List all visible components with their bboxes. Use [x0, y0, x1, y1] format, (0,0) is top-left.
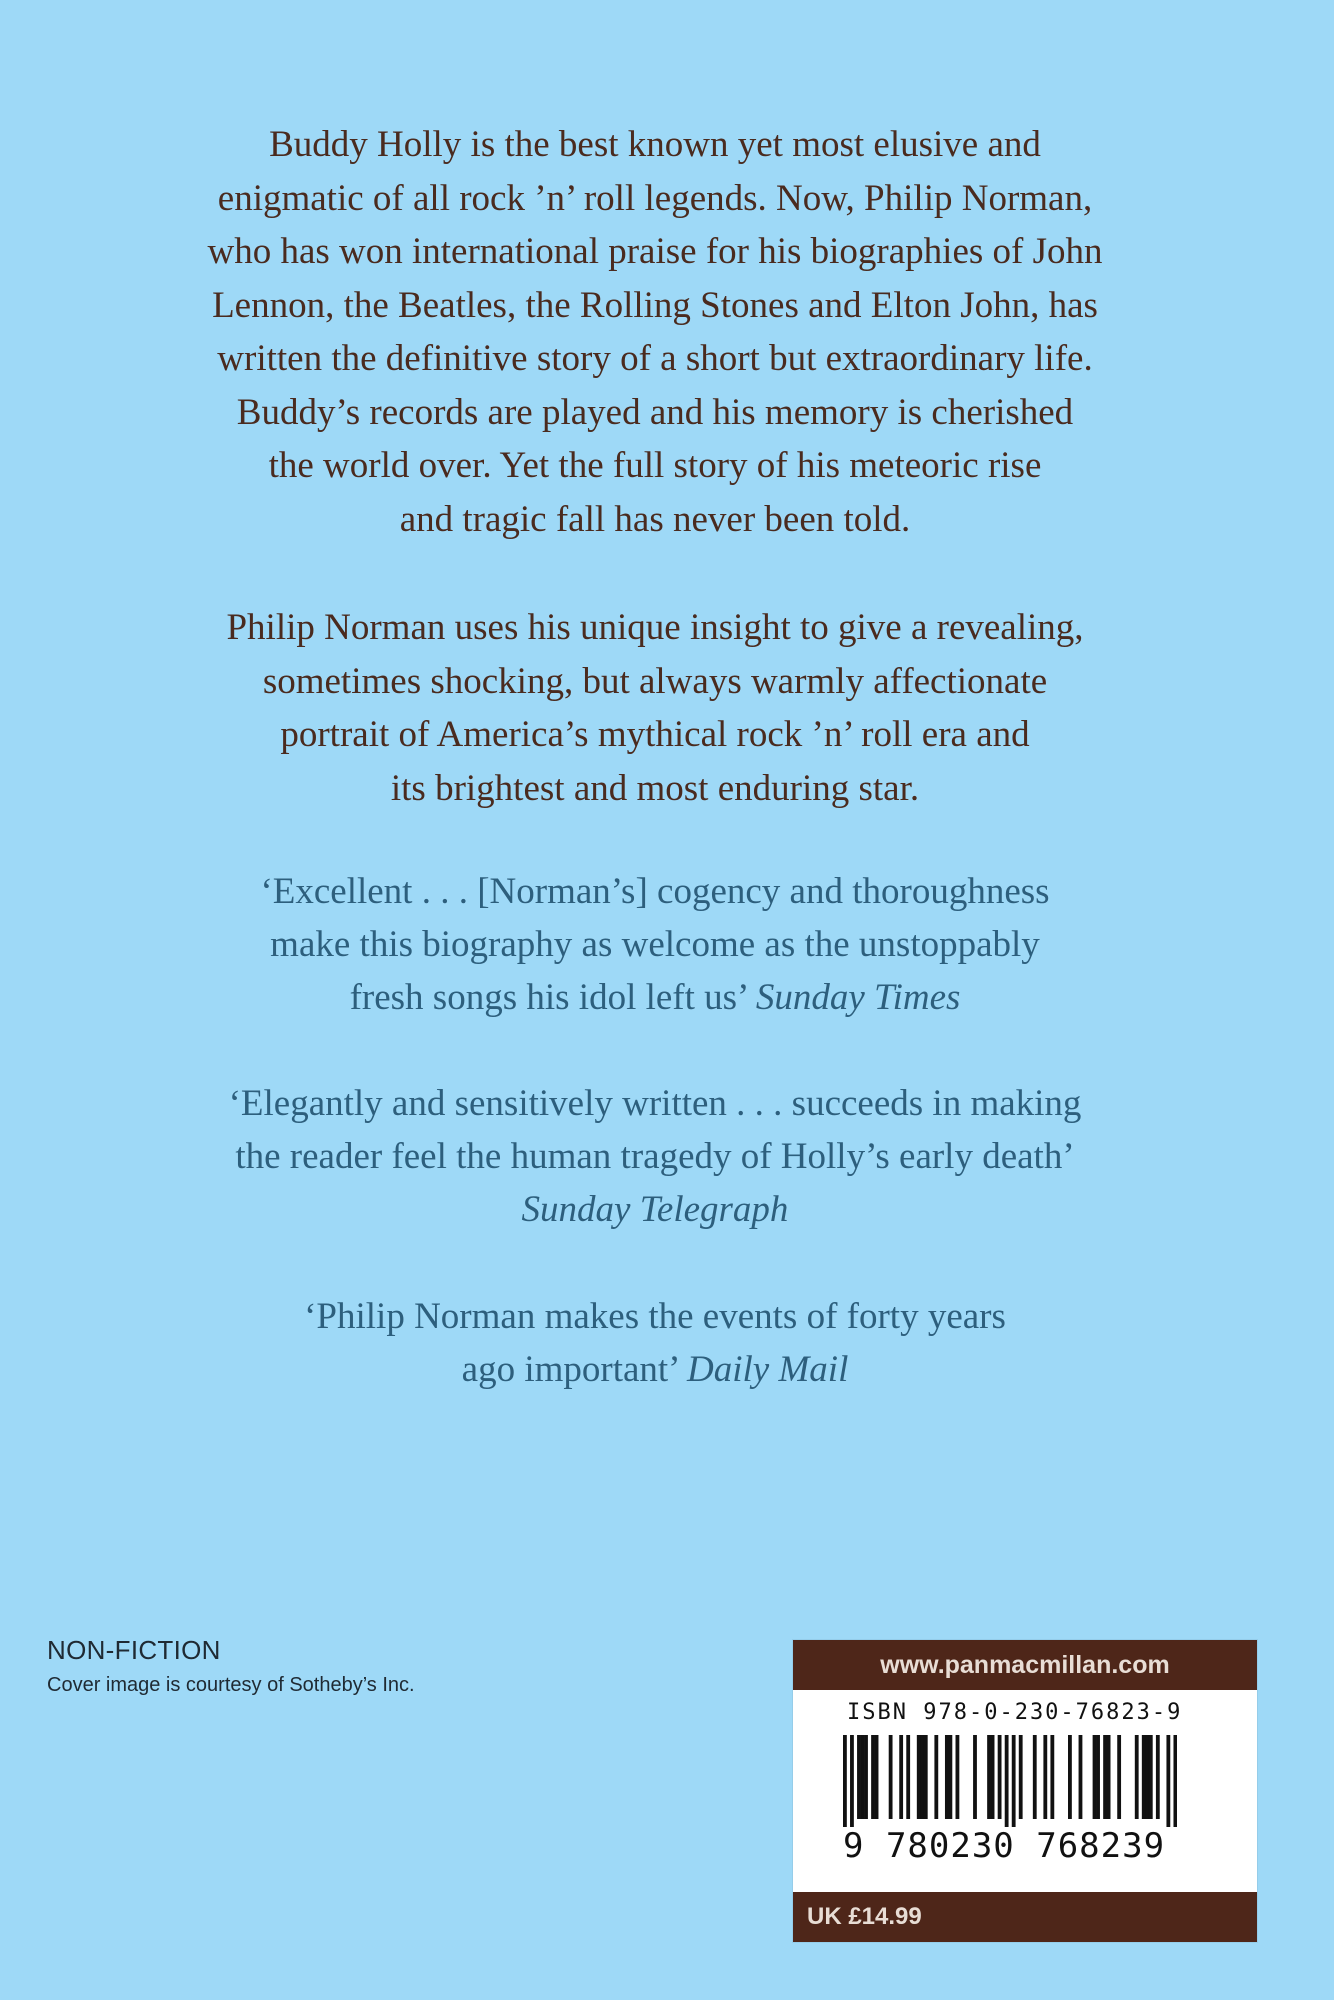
- barcode-bar: [857, 1735, 861, 1819]
- barcode-bar: [1012, 1735, 1016, 1827]
- quote-source: Sunday Telegraph: [521, 1189, 789, 1230]
- quote-line: the reader feel the human tragedy of Holly’s early death’: [235, 1136, 1075, 1177]
- barcode-bar: [1093, 1735, 1097, 1819]
- price-band: UK £14.99: [793, 1892, 1257, 1942]
- barcode-bar: [987, 1735, 991, 1819]
- barcode-bar: [956, 1735, 960, 1819]
- blurb-line: portrait of America’s mythical rock ’n’ roll era and: [280, 714, 1030, 755]
- blurb-line: who has won international praise for his biographies of John: [207, 231, 1103, 272]
- barcode-bar: [871, 1735, 875, 1819]
- barcode-bar: [1156, 1735, 1160, 1819]
- barcode-bar: [861, 1735, 865, 1819]
- barcode-bar: [1145, 1735, 1149, 1819]
- barcode-bar: [1135, 1735, 1139, 1819]
- barcode-bars: [843, 1735, 1177, 1827]
- blurb-line: sometimes shocking, but always warmly affectionate: [262, 660, 1048, 702]
- quote-line: ‘Excellent . . . [Norman’s] cogency and thoroughness: [260, 871, 1050, 912]
- quote-line: ‘Philip Norman makes the events of forty years: [304, 1296, 1006, 1337]
- blurb-paragraph-2: [90, 601, 1220, 815]
- barcode-bar: [1019, 1735, 1023, 1819]
- barcode-bar: [1173, 1735, 1177, 1827]
- barcode-bar: [991, 1735, 995, 1819]
- barcode-bar: [1142, 1735, 1146, 1819]
- quote-line: [90, 1343, 1220, 1396]
- barcode-bar: [948, 1735, 952, 1819]
- barcode-bar: [1005, 1735, 1009, 1827]
- barcode-bar: [973, 1735, 977, 1819]
- review-quote-daily-mail: [90, 1290, 1220, 1396]
- barcode-bar: [906, 1735, 910, 1819]
- barcode-bar: [1103, 1735, 1107, 1819]
- barcode-bar: [889, 1735, 893, 1819]
- blurb-line: and tragic fall has never been told.: [399, 498, 911, 540]
- barcode-bar: [934, 1735, 938, 1819]
- genre-label: NON-FICTION: [47, 1635, 221, 1665]
- barcode-panel: [793, 1640, 1257, 1942]
- barcode-bar: [875, 1735, 879, 1819]
- barcode-bar: [1107, 1735, 1111, 1819]
- quote-line: ‘Elegantly and sensitively written . . . succeeds in making: [228, 1083, 1082, 1124]
- quote-text: fresh songs his idol left us’: [349, 977, 747, 1018]
- blurb-line: Lennon, the Beatles, the Rolling Stones and Elton John, has: [212, 284, 1098, 326]
- quote-source: Sunday Times: [755, 977, 961, 1018]
- blurb-line: Buddy’s records are played and his memory is cherished: [236, 391, 1074, 433]
- barcode-bar: [1149, 1735, 1153, 1819]
- barcode-bar: [1166, 1735, 1170, 1827]
- blurb-line: written the definitive story of a short but extraordinary life.: [217, 338, 1093, 379]
- barcode-bar: [1050, 1735, 1054, 1819]
- barcode-bar: [1117, 1735, 1121, 1819]
- quote-line: [90, 971, 1220, 1024]
- isbn-label: ISBN 978-0-230-76823-9: [847, 1700, 1183, 1725]
- barcode-bar: [843, 1735, 847, 1827]
- barcode-bar: [1033, 1735, 1037, 1819]
- barcode-bar: [945, 1735, 949, 1819]
- barcode-bar: [924, 1735, 928, 1819]
- review-quote-sunday-telegraph: [90, 1077, 1220, 1236]
- quote-line: make this biography as welcome as the unstoppably: [270, 924, 1040, 965]
- blurb-line: Buddy Holly is the best known yet most elusive and: [269, 124, 1041, 165]
- blurb-line: enigmatic of all rock ’n’ roll legends. Now, Philip Norman,: [217, 177, 1093, 219]
- publisher-website: www.panmacmillan.com: [793, 1640, 1257, 1690]
- barcode-bar: [1068, 1735, 1072, 1819]
- review-quote-sunday-times: [90, 865, 1220, 1024]
- blurb-line: Philip Norman uses his unique insight to give a revealing,: [226, 607, 1084, 648]
- quote-text: ago important’: [461, 1349, 678, 1390]
- barcode-digits: 9 780230 768239: [843, 1826, 1166, 1866]
- quote-source: Daily Mail: [687, 1349, 849, 1390]
- blurb-paragraph-1: [90, 118, 1220, 546]
- barcode-bar: [1096, 1735, 1100, 1819]
- barcode-bar: [998, 1735, 1002, 1819]
- barcode-bar: [920, 1735, 924, 1819]
- cover-image-credit: Cover image is courtesy of Sotheby’s Inc.: [47, 1674, 415, 1696]
- barcode-bar: [850, 1735, 854, 1827]
- barcode-bar: [917, 1735, 921, 1819]
- blurb-line: the world over. Yet the full story of his meteoric rise: [268, 445, 1042, 486]
- barcode-bar: [864, 1735, 868, 1819]
- blurb-line: its brightest and most enduring star.: [390, 767, 920, 809]
- barcode-bar: [1079, 1735, 1083, 1819]
- barcode-bar: [899, 1735, 903, 1819]
- barcode-bar: [1043, 1735, 1047, 1819]
